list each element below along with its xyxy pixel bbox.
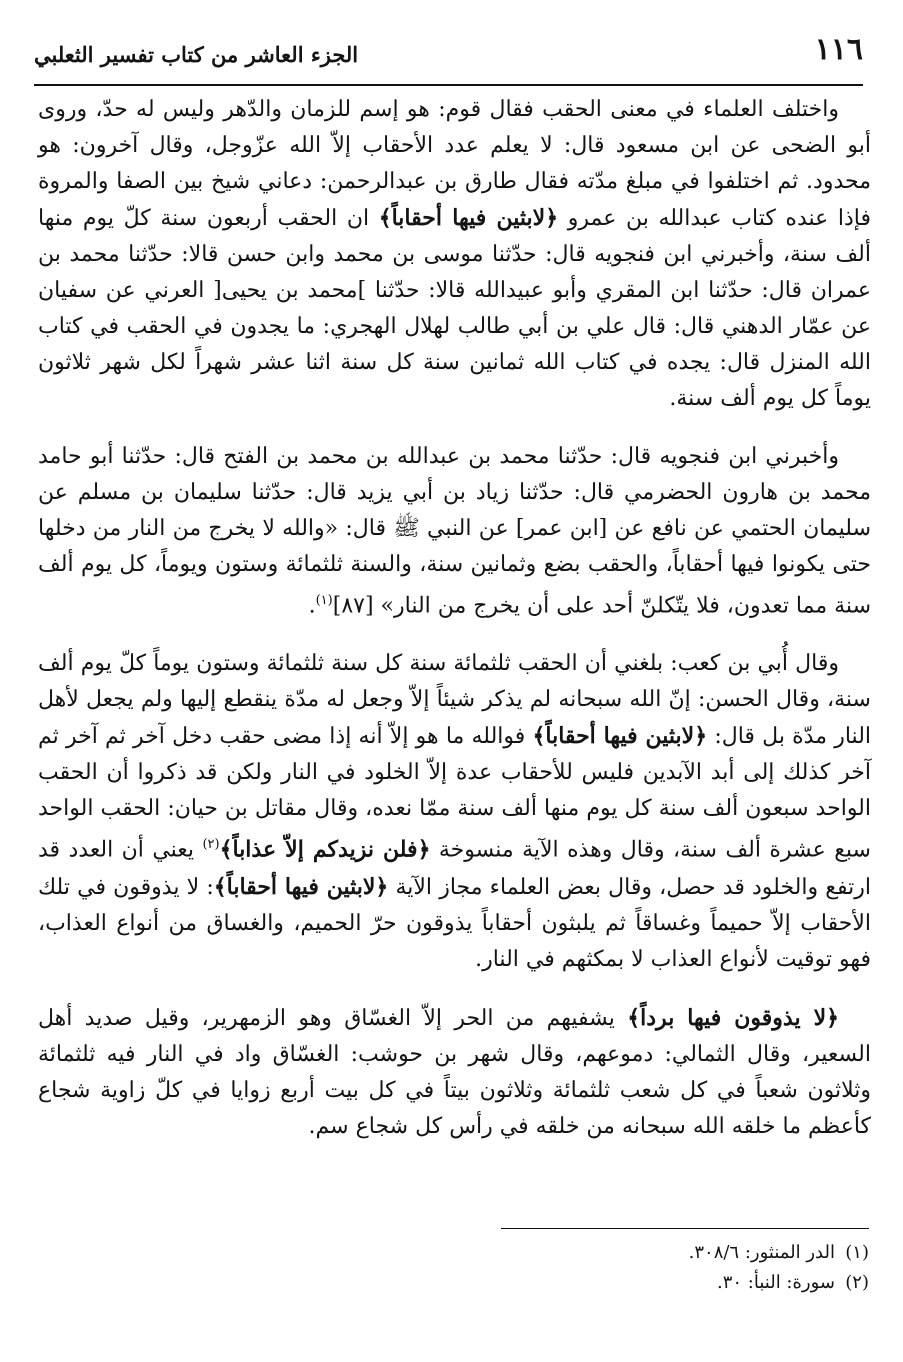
footnote-number: (٢) bbox=[845, 1272, 869, 1293]
footnotes bbox=[269, 1238, 869, 1298]
page-header bbox=[34, 28, 863, 86]
footnote-ref: (١) bbox=[315, 593, 333, 608]
footnote bbox=[269, 1238, 869, 1268]
footnote-text: سورة: النبأ: ٣٠. bbox=[717, 1272, 835, 1293]
text-run: واختلف العلماء في معنى الحقب فقال قوم: هو إسم للزمان والدّهر وليس له حدّ، وروى أبو الضحى عن ابن مسعود قال: لا يعلم عدد الأحقاب إلاّ الله عزّوجل، وقال آخرون: هو محدود. ثم اختلفوا في مبلغ مدّته فقال طارق بن عبدالرحمن: دعاني شيخ بين الصفا والمروة فإذا عنده كتاب عبدالله بن عمرو bbox=[38, 97, 872, 231]
page-number: ١١٦ bbox=[814, 32, 863, 67]
text-run: ان الحقب أربعون سنة كلّ يوم منها ألف سنة، وأخبرني ابن فنجويه قال: حدّثنا موسى بن محمد وابن حسن قالا: حدّثنا محمد بن عمران قال: حدّثنا ابن المقري وأبو عبيدالله قالا: حدّثنا ]محمد بن يحيى[ العرني عن سفيان عن عمّار الدهني قال: قال علي بن أبي طالب لهلال الهجري: ما يجدون في الحقب في كتاب الله المنزل قال: يجده في كتاب الله ثمانين سنة كل سنة اثنا عشر شهراً لكل شهر ثلاثون يوماً كل يوم ألف سنة. bbox=[38, 206, 871, 411]
quran-verse: ﴿لابثين فيها أحقاباً﴾ bbox=[532, 723, 708, 750]
paragraph bbox=[38, 1000, 871, 1145]
paragraph bbox=[38, 439, 871, 624]
body-text bbox=[38, 92, 871, 1145]
quran-verse: ﴿لابثين فيها أحقاباً﴾ bbox=[213, 873, 389, 900]
quran-verse: ﴿لا يذوقون فيها برداً﴾ bbox=[627, 1004, 840, 1031]
text-run: يشفيهم من الحر إلاّ الغسّاق وهو الزمهرير، وقيل صديد أهل السعير، وقال الثمالي: دموعهم، وقال شهر بن حوشب: الغسّاق واد في النار فيه ثلثمائة وثلاثون شعباً في كل شعب ثلثمائة وثلاثون بيتاً في كل بيت أربع زوايا في كلّ زاوية شجاع كأعظم ما خلقه الله سبحانه من خلقه في رأس كل شجاع سم. bbox=[38, 1005, 871, 1139]
paragraph bbox=[38, 646, 871, 977]
text-run: وقال أُبي بن كعب: بلغني أن الحقب ثلثمائة سنة كل سنة ثلثمائة وستون يوماً كلّ يوم ألف سنة، وقال الحسن: إنّ الله سبحانه لم يذكر شيئاً إلاّ وجعل له مدّة ينقطع إليها ولم يجعل لأهل النار مدّة بل قال: bbox=[38, 651, 872, 750]
text-run: فوالله ما هو إلاّ أنه إذا مضى حقب دخل آخر ثم آخر ثم آخر كذلك إلى أبد الآبدين فليس للأحقاب عدة إلاّ الخلود في النار ولكن قد ذكروا أن الحقب الواحد سبعون ألف سنة كل يوم منها ألف سنة ممّا نعده، وقال مقاتل بن حيان: الحقب الواحد سبع عشرة ألف سنة، وقال وهذه الآية منسوخة bbox=[38, 724, 871, 863]
quran-verse: ﴿لابثين فيها أحقاباً﴾ bbox=[378, 205, 559, 231]
footnote-text: الدر المنثور: ٣٠٨/٦. bbox=[688, 1242, 835, 1263]
text-run: : لا يذوقون في تلك الأحقاب إلاّ حميماً وغساقاً ثم يلبثون أحقاباً يذوقون حرّ الحميم، والغساق من أنواع العذاب، فهو توقيت لأنواع العذاب لا بمكثهم في النار. bbox=[38, 874, 871, 972]
footnote-number: (١) bbox=[845, 1242, 869, 1263]
text-run: يعني أن العدد قد ارتفع والخلود قد حصل، وقال بعض العلماء مجاز الآية bbox=[38, 837, 871, 900]
paragraph bbox=[38, 92, 871, 417]
text-run: . bbox=[308, 593, 316, 619]
footnote-ref: (٢) bbox=[202, 837, 220, 853]
footnote-divider bbox=[501, 1228, 869, 1229]
footnote bbox=[269, 1268, 869, 1298]
running-title: الجزء العاشر من كتاب تفسير الثعلبي bbox=[34, 42, 359, 67]
text-run: وأخبرني ابن فنجويه قال: حدّثنا محمد بن عبدالله بن محمد بن الفتح قال: حدّثنا أبو حامد محمد بن هارون الحضرمي قال: حدّثنا زياد بن أبي يزيد قال: حدّثنا سليمان بن مسلم عن سليمان الحتمي عن نافع عن [ابن عمر] عن النبي ﷺ قال: «والله لا يخرج من النار من دخلها حتى يكونوا فيها أحقاباً، والحقب بضع وثمانين سنة، والسنة ثلثمائة وستون ويوماً، كل يوم ألف سنة مما تعدون، فلا يتّكلنّ أحد على أن يخرج من النار» [٨٧] bbox=[38, 444, 871, 619]
quran-verse: ﴿فلن نزيدكم إلاّ عذاباً﴾ bbox=[219, 836, 431, 863]
